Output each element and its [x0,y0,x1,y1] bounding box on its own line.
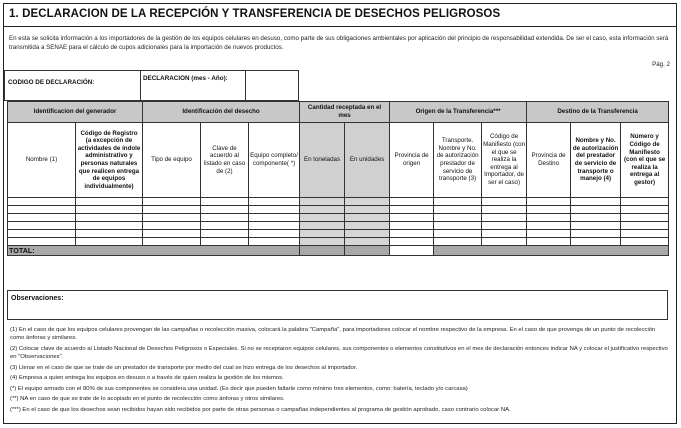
total-tons[interactable] [300,246,345,256]
table-cell[interactable] [345,206,390,214]
table-cell[interactable] [76,222,143,230]
table-cell[interactable] [143,214,201,222]
table-cell[interactable] [390,230,434,238]
table-cell[interactable] [621,198,669,206]
table-cell[interactable] [345,230,390,238]
table-cell[interactable] [76,198,143,206]
table-row [8,238,669,246]
table-cell[interactable] [527,222,571,230]
table-cell[interactable] [345,238,390,246]
table-cell[interactable] [482,198,527,206]
declaration-value-field[interactable] [245,70,299,101]
col-complete-component: Equipo completo/ componente( *) [249,123,300,198]
table-cell[interactable] [482,206,527,214]
note-triple-asterisk: (***) En el caso de que los desechos sean recibidos hayan sido recibidos por parte de otras personas o campañas independientes al programa de gestión aprobado, caso contrario colocar NA. [10,406,511,413]
table-cell[interactable] [76,206,143,214]
table-cell[interactable] [482,230,527,238]
waste-table [7,101,669,256]
observations-box[interactable] [7,290,668,320]
group-destination: Destino de la Transferencia [527,102,669,123]
table-cell[interactable] [76,230,143,238]
total-gap [390,246,434,256]
table-cell[interactable] [8,222,76,230]
table-cell[interactable] [249,198,300,206]
table-cell[interactable] [300,222,345,230]
table-cell[interactable] [8,214,76,222]
group-generator: Identificacion del generador [8,102,143,123]
table-cell[interactable] [527,214,571,222]
title-bar [4,4,676,27]
table-row [8,214,669,222]
table-cell[interactable] [201,206,249,214]
group-waste: Identificación del desecho [143,102,300,123]
table-cell[interactable] [201,238,249,246]
col-tons: En toneladas [300,123,345,198]
column-header-row [8,123,669,198]
group-quantity: Cantidad receptada en el mes [300,102,390,123]
table-cell[interactable] [434,214,482,222]
col-manifest-number: Número y Código de Manifiesto (con el que se realiza la entrega al gestor) [621,123,669,198]
table-cell[interactable] [390,222,434,230]
table-cell[interactable] [390,206,434,214]
table-cell[interactable] [143,206,201,214]
table-cell[interactable] [201,222,249,230]
total-units[interactable] [345,246,390,256]
notes [10,326,670,417]
table-cell[interactable] [300,214,345,222]
group-origin: Origen de la Transferencia*** [390,102,527,123]
declaration-label: DECLARACION (mes - Año): [143,75,228,82]
table-cell[interactable] [482,238,527,246]
note-asterisk: (*) El equipo armado con el 80% de sus componentes se considera una unidad. (Es decir que pueden faltarle como mínimo tres elementos, como: batería, teclado y/o carcasa) [10,385,468,392]
table-cell[interactable] [621,206,669,214]
table-cell[interactable] [201,230,249,238]
table-cell[interactable] [527,230,571,238]
table-cell[interactable] [345,222,390,230]
observations-label: Observaciones: [11,295,64,302]
note-double-asterisk: (**) NA en caso de que se trate de lo acopiado en el punto de recolección como ánforas y otros similares. [10,396,285,403]
table-cell[interactable] [621,238,669,246]
total-row [8,246,669,256]
table-cell[interactable] [300,198,345,206]
table-cell[interactable] [8,206,76,214]
table-cell[interactable] [571,198,621,206]
table-cell[interactable] [434,206,482,214]
table-cell[interactable] [571,222,621,230]
table-cell[interactable] [249,214,300,222]
table-cell[interactable] [345,214,390,222]
declaration-form [3,3,677,424]
table-cell[interactable] [345,198,390,206]
total-rest [434,246,669,256]
table-cell[interactable] [8,238,76,246]
table-cell[interactable] [249,230,300,238]
table-cell[interactable] [8,230,76,238]
table-cell[interactable] [8,198,76,206]
col-key: Clave de acuerdo al listado en caso de (2) [201,123,249,198]
table-cell[interactable] [143,222,201,230]
table-cell[interactable] [300,206,345,214]
total-label: TOTAL: [8,246,300,256]
note-2: (2) Colocar clave de acuerdo al Listado Nacional de Desechos Peligrosos o Especiales. Si no se receptaron equipos celulares, sus componentes o elementos constitutivos en el mes de declaración entonces indicar NA y colocar el justificativo respectivo en "Observaciones". [10,345,668,360]
note-3: (3) Llenar en el caso de que se trate de un prestador de transporte por medio del cual se hizo entrega de los desechos al importador. [10,364,358,371]
table-cell[interactable] [76,238,143,246]
col-destination-province: Provincia de Destino [527,123,571,198]
table-cell[interactable] [527,198,571,206]
table-cell[interactable] [300,230,345,238]
table-cell[interactable] [571,214,621,222]
table-cell[interactable] [390,198,434,206]
table-cell[interactable] [390,214,434,222]
code-label: CODIGO DE DECLARACIÓN: [8,79,95,86]
note-4: (4) Empresa a quien entrega los equipos en desuso o a través de quien realiza la gestión de los mismos. [10,375,284,382]
form-title: 1. DECLARACION DE LA RECEPCIÓN Y TRANSFERENCIA DE DESECHOS PELIGROSOS [9,8,501,20]
table-cell[interactable] [390,238,434,246]
table-cell[interactable] [76,214,143,222]
col-registry-code: Código de Registro (a excepción de actividades de índole administrativo y personas naturales que realicen entrega de equipos individualmente) [76,123,143,198]
table-cell[interactable] [571,230,621,238]
table-cell[interactable] [434,198,482,206]
table-cell[interactable] [571,238,621,246]
table-cell[interactable] [434,222,482,230]
note-1: (1) En el caso de que los equipos celulares provengan de las campañas o recolección masiva, colocará la palabra "Campaña", para importadores colocar el nombre respectivo de la empresa. En el caso de que provenga de un punto de recolección como ánforas y similares. [10,327,656,342]
col-origin-province: Provincia de origen [390,123,434,198]
table-cell[interactable] [249,206,300,214]
table-cell[interactable] [621,214,669,222]
table-cell[interactable] [249,222,300,230]
col-name: Nombre (1) [8,123,76,198]
table-cell[interactable] [143,198,201,206]
col-transport-handler: Nombre y No. de autorización del prestador de servicio de transporte o manejo (4) [571,123,621,198]
table-cell[interactable] [621,230,669,238]
table-cell[interactable] [527,206,571,214]
table-cell[interactable] [571,206,621,214]
col-equipment-type: Tipo de equipo [143,123,201,198]
table-cell[interactable] [434,238,482,246]
table-row [8,222,669,230]
table-row [8,206,669,214]
group-header-row [8,102,669,123]
table-cell[interactable] [434,230,482,238]
table-cell[interactable] [201,198,249,206]
intro-text: En esta se solicita información a los importadores de la gestión de los equipos celulares en desuso, como parte de sus obligaciones ambientales por aplicación del principio de responsabilidad extendida. De ser el caso, esta información será transmitida a SENAE para el cálculo de cupos adicionales para la importación de nuevos productos. [9,35,669,51]
table-cell[interactable] [482,214,527,222]
table-cell[interactable] [201,214,249,222]
table-cell[interactable] [300,238,345,246]
col-manifest-code: Código de Manifiesto (con el que se realiza la entrega al Importador, de ser el caso) [482,123,527,198]
page-number: Pág. 2 [652,61,670,68]
col-transport: Transporte. Nombre y No. de autorización prestador de servicio de transporte (3) [434,123,482,198]
table-cell[interactable] [143,230,201,238]
table-row [8,230,669,238]
table-cell[interactable] [482,222,527,230]
table-cell[interactable] [621,222,669,230]
table-cell[interactable] [143,238,201,246]
table-cell[interactable] [249,238,300,246]
col-units: En unidades [345,123,390,198]
table-row [8,198,669,206]
table-cell[interactable] [527,238,571,246]
